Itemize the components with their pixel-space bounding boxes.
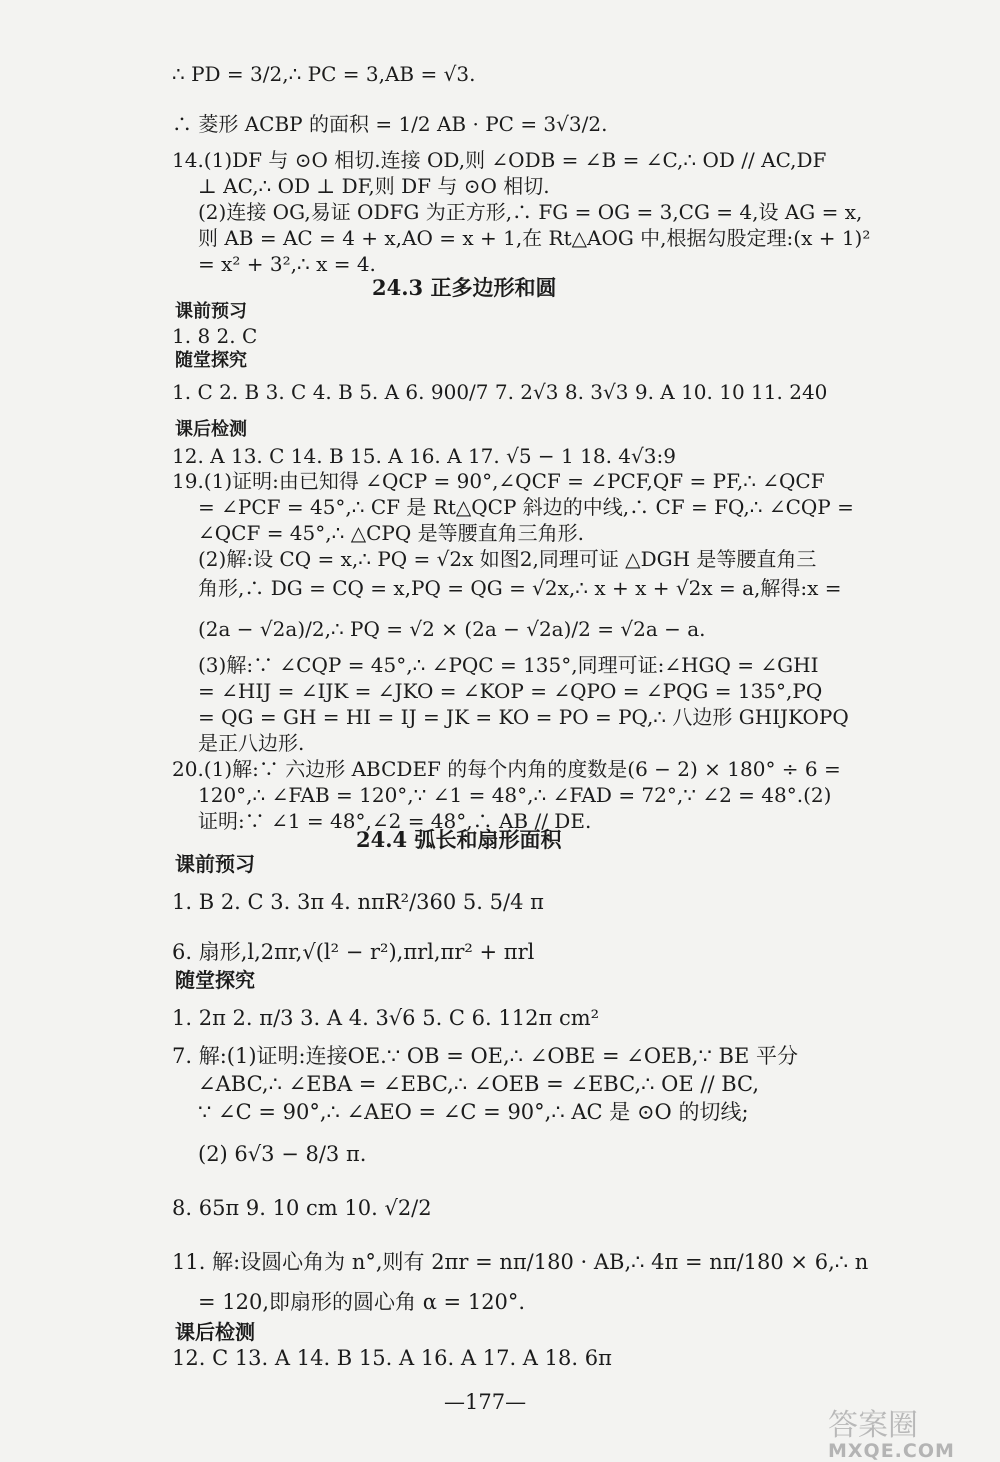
line-22: 120°,∴ ∠FAB = 120°,∵ ∠1 = 48°,∴ ∠FAD = 72°,∵ ∠2 = 48°.(2) (198, 783, 832, 807)
line-25: 6. 扇形,l,2πr,√(l² − r²),πrl,πr² + πrl (172, 940, 535, 964)
line-3: 14.(1)DF 与 ⊙O 相切.连接 OD,则 ∠ODB = ∠B = ∠C,∴ OD // AC,DF (172, 148, 827, 172)
line-21: 20.(1)解:∵ 六边形 ABCDEF 的每个内角的度数是(6 − 2) × 180° ÷ 6 = (172, 757, 841, 781)
line-32: 11. 解:设圆心角为 n°,则有 2πr = nπ/180 · AB,∴ 4π = nπ/180 × 6,∴ n (172, 1250, 869, 1274)
line-11: 19.(1)证明:由已知得 ∠QCP = 90°,∠QCF = ∠PCF,QF = PF,∴ ∠QCF (172, 469, 825, 493)
section-heading-24-4: 24.4 弧长和扇形面积 (356, 827, 562, 852)
line-6: 则 AB = AC = 4 + x,AO = x + 1,在 Rt△AOG 中,根据勾股定理:(x + 1)² (198, 226, 871, 250)
line-2: ∴ 菱形 ACBP 的面积 = 1/2 AB · PC = 3√3/2. (172, 112, 608, 136)
line-7: = x² + 3²,∴ x = 4. (198, 252, 376, 276)
subsection-preview: 课前预习 (175, 301, 247, 322)
line-10: 12. A 13. C 14. B 15. A 16. A 17. √5 − 1 18. 4√3:9 (172, 444, 676, 468)
line-12: = ∠PCF = 45°,∴ CF 是 Rt△QCP 斜边的中线,∴ CF = FQ,∴ ∠CQP = (198, 495, 854, 519)
line-1: ∴ PD = 3/2,∴ PC = 3,AB = √3. (172, 62, 476, 86)
watermark-url: MXQE.COM (828, 1440, 955, 1462)
line-16: (2a − √2a)/2,∴ PQ = √2 × (2a − √2a)/2 = √2a − a. (198, 617, 706, 641)
line-9: 1. C 2. B 3. C 4. B 5. A 6. 900/7 7. 2√3 8. 3√3 9. A 10. 10 11. 240 (172, 380, 828, 404)
line-34: 12. C 13. A 14. B 15. A 16. A 17. A 18. 6π (172, 1346, 612, 1370)
line-8: 1. 8 2. C (172, 324, 258, 348)
line-19: = QG = GH = HI = IJ = JK = KO = PO = PQ,∴ 八边形 GHIJKOPQ (198, 705, 849, 729)
line-5: (2)连接 OG,易证 ODFG 为正方形,∴ FG = OG = 3,CG = 4,设 AG = x, (198, 200, 863, 224)
subsection-explore-2: 随堂探究 (175, 968, 255, 992)
line-27: 7. 解:(1)证明:连接OE.∵ OB = OE,∴ ∠OBE = ∠OEB,∵ BE 平分 (172, 1044, 798, 1068)
line-20: 是正八边形. (198, 731, 305, 755)
line-14: (2)解:设 CQ = x,∴ PQ = √2x 如图2,同理可证 △DGH 是等腰直角三 (198, 547, 817, 571)
line-24: 1. B 2. C 3. 3π 4. nπR²/360 5. 5/4 π (172, 890, 544, 914)
line-33: = 120,即扇形的圆心角 α = 120°. (198, 1290, 526, 1314)
subsection-preview-2: 课前预习 (175, 852, 255, 876)
line-23: 证明:∵ ∠1 = 48°,∠2 = 48°,∴ AB // DE. (198, 809, 592, 833)
subsection-check: 课后检测 (175, 419, 247, 440)
line-18: = ∠HIJ = ∠IJK = ∠JKO = ∠KOP = ∠QPO = ∠PQG = 135°,PQ (198, 679, 823, 703)
line-26: 1. 2π 2. π/3 3. A 4. 3√6 5. C 6. 112π cm² (172, 1006, 600, 1030)
line-4: ⊥ AC,∴ OD ⊥ DF,则 DF 与 ⊙O 相切. (198, 174, 550, 198)
page-number: —177— (444, 1390, 527, 1414)
watermark-logo-text: 答案圈 (828, 1408, 918, 1443)
watermark-logo (828, 1400, 988, 1460)
subsection-explore: 随堂探究 (175, 350, 247, 371)
line-29: ∵ ∠C = 90°,∴ ∠AEO = ∠C = 90°,∴ AC 是 ⊙O 的切线; (198, 1100, 749, 1124)
line-28: ∠ABC,∴ ∠EBA = ∠EBC,∴ ∠OEB = ∠EBC,∴ OE // BC, (198, 1072, 760, 1096)
line-15: 角形,∴ DG = CQ = x,PQ = QG = √2x,∴ x + x + √2x = a,解得:x = (198, 576, 842, 600)
line-13: ∠QCF = 45°,∴ △CPQ 是等腰直角三角形. (198, 521, 584, 545)
line-17: (3)解:∵ ∠CQP = 45°,∴ ∠PQC = 135°,同理可证:∠HGQ = ∠GHI (198, 653, 819, 677)
line-31: 8. 65π 9. 10 cm 10. √2/2 (172, 1196, 432, 1220)
section-heading-24-3: 24.3 正多边形和圆 (372, 275, 557, 300)
line-30: (2) 6√3 − 8/3 π. (198, 1142, 367, 1166)
subsection-check-2: 课后检测 (175, 1320, 255, 1344)
